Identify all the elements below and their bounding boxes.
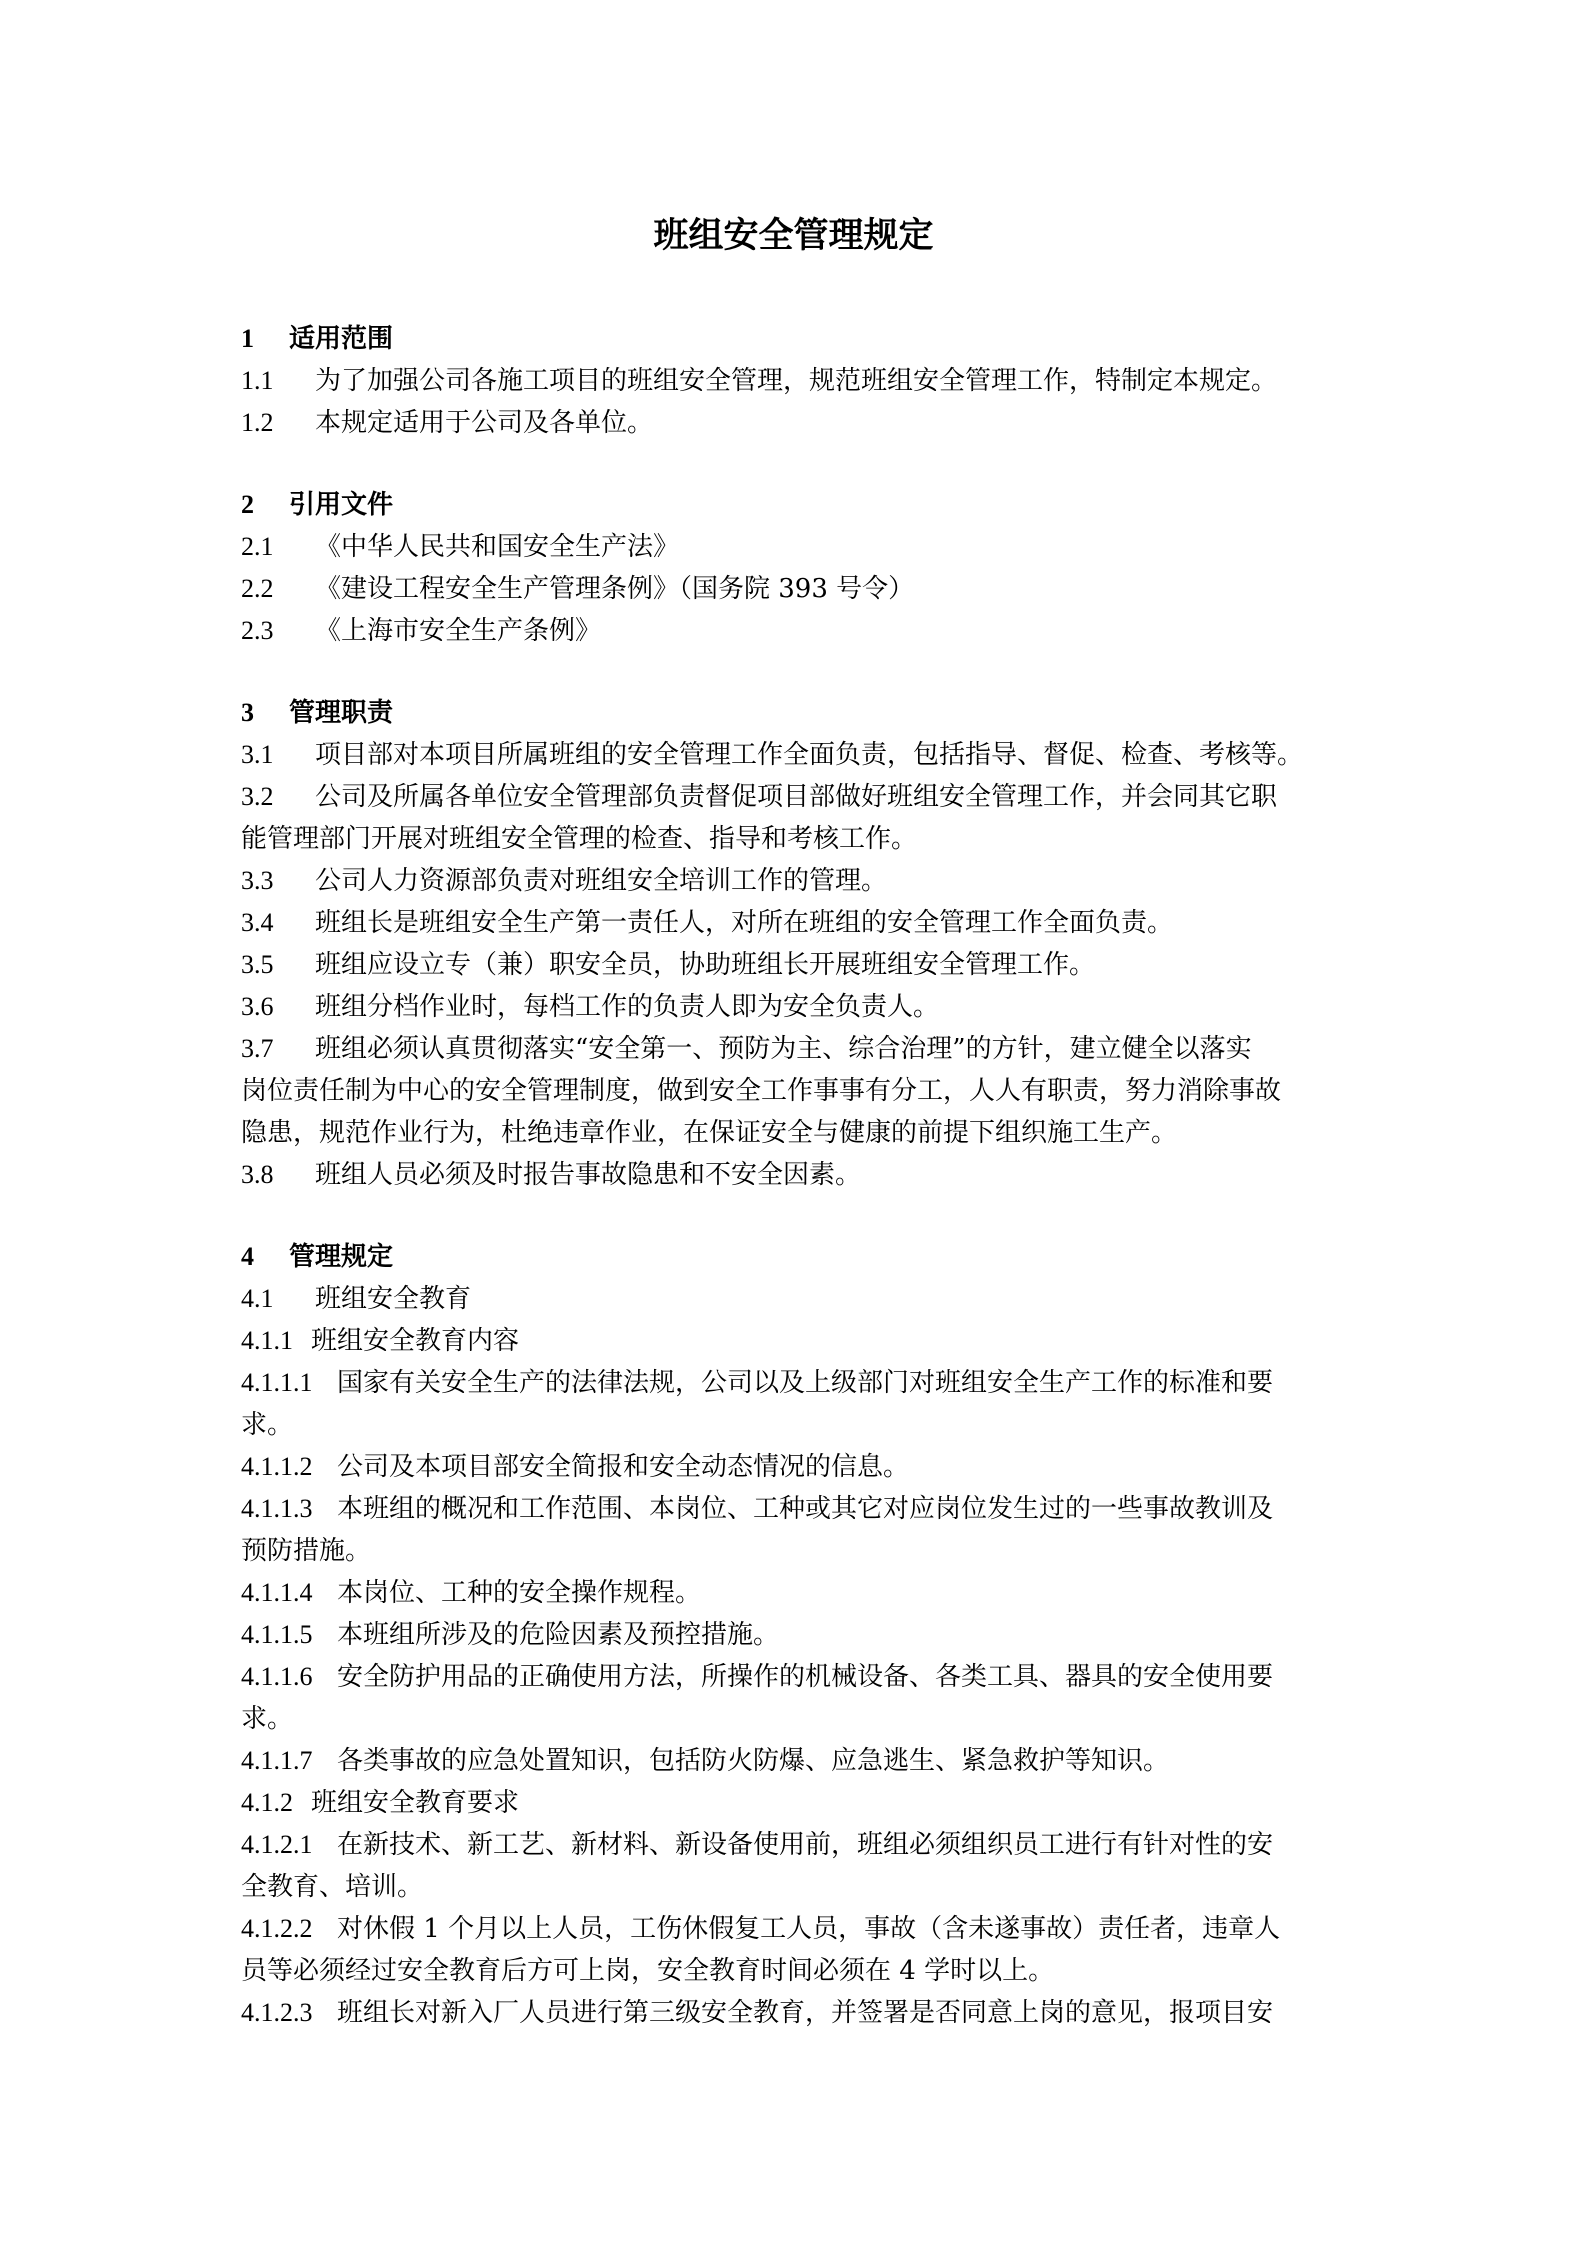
- clause-line: [241, 1824, 1351, 1866]
- clause-text: 本班组所涉及的危险因素及预控措施。: [337, 1620, 780, 1650]
- clause-text: 班组安全教育内容: [311, 1326, 520, 1356]
- clause-number: 4.1.2.2: [241, 1914, 313, 1943]
- clause-number: 1.1: [241, 366, 274, 395]
- clause-line: [241, 360, 1351, 402]
- clause-number: 4.1.1.2: [241, 1452, 313, 1481]
- clause-text: 班组人员必须及时报告事故隐患和不安全因素。: [315, 1160, 862, 1190]
- paragraph-continuation: [241, 1404, 1351, 1446]
- clause-number: 4.1.1: [241, 1326, 293, 1355]
- clause-line: [241, 1028, 1351, 1070]
- clause-line: [241, 1446, 1351, 1488]
- clause-text: 本规定适用于公司及各单位。: [315, 408, 654, 438]
- clause-number: 3.3: [241, 866, 274, 895]
- clause-text: 班组应设立专（兼）职安全员，协助班组长开展班组安全管理工作。: [315, 950, 1096, 980]
- clause-line: [241, 734, 1351, 776]
- clause-text: 安全防护用品的正确使用方法，所操作的机械设备、各类工具、器具的安全使用要: [337, 1662, 1274, 1692]
- clause-text: 班组必须认真贯彻落实“安全第一、预防为主、综合治理”的方针，建立健全以落实: [315, 1034, 1252, 1064]
- clause-number: 1.2: [241, 408, 274, 437]
- clause-text: 公司及所属各单位安全管理部负责督促项目部做好班组安全管理工作，并会同其它职: [315, 782, 1278, 812]
- section-heading: [241, 692, 1351, 734]
- clause-number: 3: [241, 698, 254, 727]
- clause-number: 4: [241, 1242, 254, 1271]
- clause-line: [241, 1992, 1351, 2034]
- clause-line: [241, 526, 1351, 568]
- section-heading: [241, 484, 1351, 526]
- clause-line: [241, 1908, 1351, 1950]
- clause-number: 2.1: [241, 532, 274, 561]
- clause-number: 2.2: [241, 574, 274, 603]
- paragraph-continuation: [241, 1698, 1351, 1740]
- clause-number: 1: [241, 324, 254, 353]
- clause-line: [241, 944, 1351, 986]
- clause-text: 隐患，规范作业行为，杜绝违章作业，在保证安全与健康的前提下组织施工生产。: [241, 1118, 1178, 1148]
- clause-text: 班组安全教育: [315, 1284, 472, 1314]
- clause-text: 各类事故的应急处置知识，包括防火防爆、应急逃生、紧急救护等知识。: [337, 1746, 1170, 1776]
- clause-number: 3.1: [241, 740, 274, 769]
- clause-text: 求。: [241, 1704, 294, 1734]
- paragraph-continuation: [241, 1866, 1351, 1908]
- clause-line: [241, 568, 1351, 610]
- clause-text: 班组长对新入厂人员进行第三级安全教育，并签署是否同意上岗的意见，报项目安: [337, 1998, 1274, 2028]
- clause-text: 国家有关安全生产的法律法规，公司以及上级部门对班组安全生产工作的标准和要: [337, 1368, 1274, 1398]
- clause-line: [241, 1572, 1351, 1614]
- paragraph-continuation: [241, 1530, 1351, 1572]
- clause-line: [241, 610, 1351, 652]
- clause-number: 4.1.1.1: [241, 1368, 313, 1397]
- clause-text: 公司及本项目部安全简报和安全动态情况的信息。: [337, 1452, 910, 1482]
- clause-text: 公司人力资源部负责对班组安全培训工作的管理。: [315, 866, 888, 896]
- clause-text: 《建设工程安全生产管理条例》（国务院 393 号令）: [315, 574, 915, 604]
- clause-number: 4.1.2.1: [241, 1830, 313, 1859]
- clause-number: 4.1.2: [241, 1788, 293, 1817]
- clause-number: 2.3: [241, 616, 274, 645]
- clause-text: 预防措施。: [241, 1536, 372, 1566]
- paragraph-continuation: [241, 1070, 1351, 1112]
- clause-line: [241, 902, 1351, 944]
- clause-text: 适用范围: [289, 324, 394, 354]
- clause-line: [241, 1362, 1351, 1404]
- clause-line: [241, 1614, 1351, 1656]
- clause-text: 求。: [241, 1410, 294, 1440]
- clause-text: 班组长是班组安全生产第一责任人，对所在班组的安全管理工作全面负责。: [315, 908, 1174, 938]
- clause-number: 3.8: [241, 1160, 274, 1189]
- clause-text: 能管理部门开展对班组安全管理的检查、指导和考核工作。: [241, 824, 918, 854]
- clause-text: 引用文件: [289, 490, 394, 520]
- clause-text: 本班组的概况和工作范围、本岗位、工种或其它对应岗位发生过的一些事故教训及: [337, 1494, 1274, 1524]
- clause-text: 在新技术、新工艺、新材料、新设备使用前，班组必须组织员工进行有针对性的安: [337, 1830, 1274, 1860]
- clause-number: 3.2: [241, 782, 274, 811]
- clause-number: 4.1.2.3: [241, 1998, 313, 2027]
- section-heading: [241, 1236, 1351, 1278]
- clause-line: [241, 1488, 1351, 1530]
- clause-number: 4.1.1.3: [241, 1494, 313, 1523]
- clause-line: [241, 1320, 1351, 1362]
- clause-number: 4.1.1.6: [241, 1662, 313, 1691]
- clause-text: 岗位责任制为中心的安全管理制度，做到安全工作事事有分工，人人有职责，努力消除事故: [241, 1076, 1282, 1106]
- paragraph-continuation: [241, 818, 1351, 860]
- clause-text: 员等必须经过安全教育后方可上岗，安全教育时间必须在 4 学时以上。: [241, 1956, 1055, 1986]
- clause-text: 全教育、培训。: [241, 1872, 424, 1902]
- clause-text: 项目部对本项目所属班组的安全管理工作全面负责，包括指导、督促、检查、考核等。: [315, 740, 1304, 770]
- clause-number: 3.6: [241, 992, 274, 1021]
- clause-line: [241, 776, 1351, 818]
- clause-line: [241, 1278, 1351, 1320]
- clause-number: 3.5: [241, 950, 274, 979]
- clause-text: 为了加强公司各施工项目的班组安全管理，规范班组安全管理工作，特制定本规定。: [315, 366, 1278, 396]
- clause-text: 《中华人民共和国安全生产法》: [315, 532, 680, 562]
- clause-line: [241, 986, 1351, 1028]
- section-heading: [241, 318, 1351, 360]
- clause-line: [241, 1782, 1351, 1824]
- document-title: 班组安全管理规定: [653, 215, 934, 256]
- clause-line: [241, 1740, 1351, 1782]
- clause-line: [241, 402, 1351, 444]
- clause-text: 班组安全教育要求: [311, 1788, 520, 1818]
- clause-number: 4.1.1.5: [241, 1620, 313, 1649]
- clause-number: 3.4: [241, 908, 274, 937]
- paragraph-continuation: [241, 1950, 1351, 1992]
- clause-text: 对休假 1 个月以上人员，工伤休假复工人员，事故（含未遂事故）责任者，违章人: [337, 1914, 1281, 1944]
- clause-line: [241, 1154, 1351, 1196]
- clause-text: 管理职责: [289, 698, 394, 728]
- clause-text: 《上海市安全生产条例》: [315, 616, 602, 646]
- clause-number: 4.1: [241, 1284, 274, 1313]
- clause-number: 4.1.1.4: [241, 1578, 313, 1607]
- clause-number: 4.1.1.7: [241, 1746, 313, 1775]
- paragraph-continuation: [241, 1112, 1351, 1154]
- clause-line: [241, 1656, 1351, 1698]
- clause-line: [241, 860, 1351, 902]
- clause-text: 本岗位、工种的安全操作规程。: [337, 1578, 702, 1608]
- clause-text: 班组分档作业时，每档工作的负责人即为安全负责人。: [315, 992, 940, 1022]
- clause-number: 2: [241, 490, 254, 519]
- clause-text: 管理规定: [289, 1242, 394, 1272]
- clause-number: 3.7: [241, 1034, 274, 1063]
